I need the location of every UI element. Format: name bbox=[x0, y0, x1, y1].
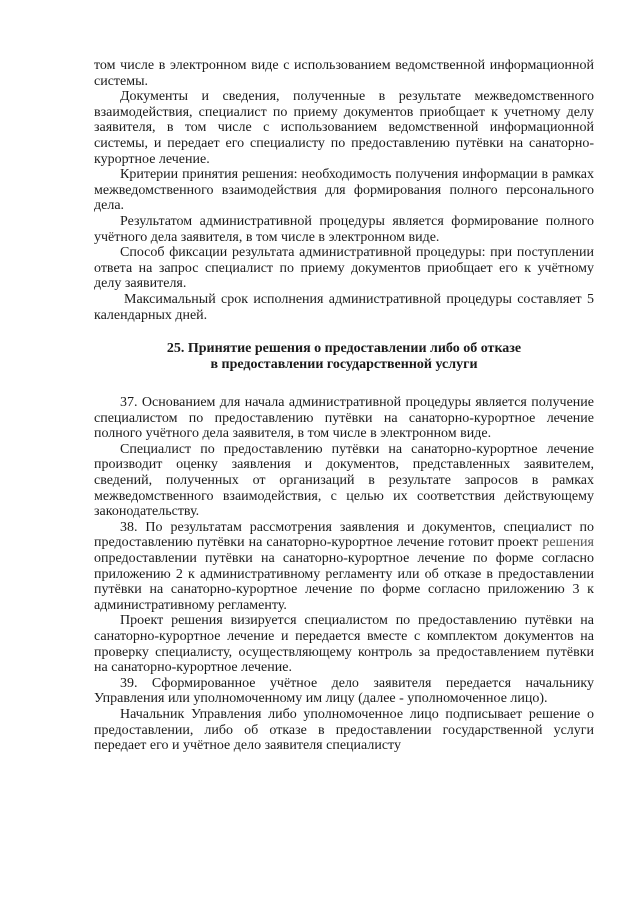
document-body bbox=[94, 58, 594, 754]
paragraph-result-fixation: Способ фиксации результата административной процедуры: при поступлении ответа на запрос специалист по приему документов приобщает его к учётному делу заявителя. bbox=[94, 245, 594, 292]
paragraph-interagency-documents: Документы и сведения, полученные в результате межведомственного взаимодействия, специалист по приему документов приобщает к учетному делу заявителя, в том числе с использованием ведомственной информационной системы, и передает его специалисту по предоставлению путёвки на санаторно-курортное лечение. bbox=[94, 89, 594, 167]
paragraph-max-term: Максимальный срок исполнения административной процедуры составляет 5 календарных дней. bbox=[94, 291, 594, 323]
spacer bbox=[94, 323, 594, 341]
paragraph-item-37-assessment: Специалист по предоставлению путёвки на санаторно-курортное лечение производит оценку заявления и документов, представленных заявителем, сведений, полученных от организаций в результате запросов в рамках межведомственного взаимодействия, с целью их соответствия действующему законодательству. bbox=[94, 441, 594, 520]
paragraph-decision-criteria: Критерии принятия решения: необходимость получения информации в рамках межведомственного взаимодействия для формирования полного персонального дела. bbox=[94, 167, 594, 214]
paragraph-item-37: 37. Основанием для начала административной процедуры является получение специалистом по предоставлению путёвки на санаторно-курортное лечение полного учётного дела заявителя, в том числе в электронном виде. bbox=[94, 395, 594, 442]
section-heading-25 bbox=[94, 341, 594, 373]
section-heading-line-1: 25. Принятие решения о предоставлении либо об отказе bbox=[166, 341, 522, 357]
paragraph-item-38 bbox=[94, 520, 594, 614]
paragraph-item-39-signature: Начальник Управления либо уполномоченное лицо подписывает решение о предоставлении, либо об отказе в предоставлении государственной услуги передает его и учётное дело заявителя специалисту bbox=[94, 706, 594, 754]
section-heading-line-2: в предоставлении государственной услуги bbox=[210, 357, 478, 373]
paragraph-continuation: том числе в электронном виде с использованием ведомственной информационной системы. bbox=[94, 58, 594, 89]
paragraph-item-38-faded-word: решения bbox=[542, 535, 594, 551]
paragraph-item-38-project: Проект решения визируется специалистом по предоставлению путёвки на санаторно-курортное лечение и передается вместе с комплектом документов на проверку специалисту, осуществляющему контроль за предоставлением путёвки на санаторно-курортное лечение. bbox=[94, 613, 594, 676]
paragraph-item-38-part-2: опредоставлении путёвки на санаторно-курортное лечение по форме согласно приложению 2 к административному регламенту или об отказе в предоставлении путёвки на санаторно-курортное лечение по форме согласно приложению 3 к административному регламенту. bbox=[94, 551, 594, 613]
paragraph-item-39: 39. Сформированное учётное дело заявителя передается начальнику Управления или уполномоченному им лицу (далее - уполномоченное лицо). bbox=[94, 675, 594, 707]
spacer bbox=[94, 373, 594, 395]
paragraph-item-38-part-1: 38. По результатам рассмотрения заявления и документов, специалист по предоставлению путёвки на санаторно-курортное лечение готовит проект bbox=[94, 519, 594, 551]
paragraph-procedure-result: Результатом административной процедуры является формирование полного учётного дела заявителя, в том числе в электронном виде. bbox=[94, 213, 594, 245]
